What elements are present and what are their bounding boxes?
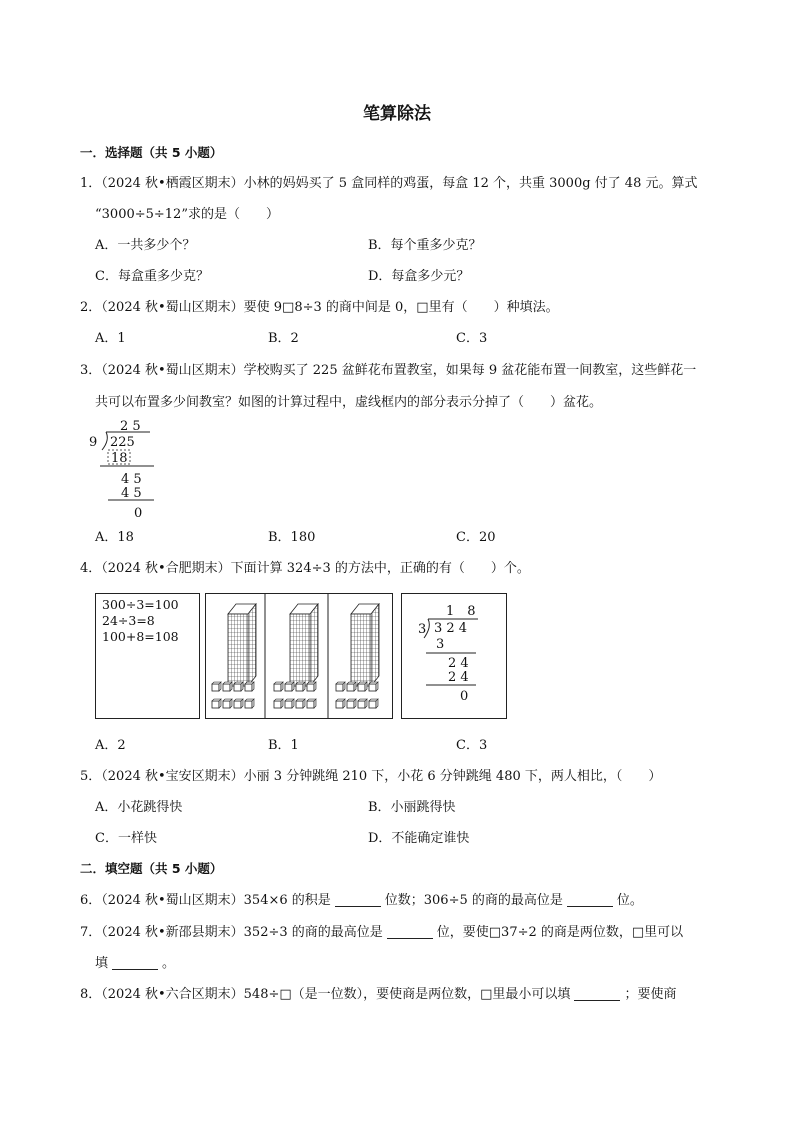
q4-remainder: 0 [460,689,469,704]
q8-answer-blank-1[interactable] [574,988,620,1001]
q3-option-b[interactable]: B．180 [268,530,316,545]
q6-text-2: 位数；306÷5 的商的最高位是 [384,893,563,908]
q2-option-c[interactable]: C．3 [456,331,488,346]
q4-method-1-line-2: 24÷3=8 [102,613,155,628]
q4-step-24: 2 4 [448,656,469,671]
base-ten-blocks-figure [206,594,392,718]
hundred-block-2 [290,604,318,686]
question-3-text: 3．（2024 秋•蜀山区期末）学校购买了 225 盆鲜花布置教室，如果每 9 盆花能布置一间教室，这些鲜花一 [80,363,697,378]
q7-text-3: 填 [95,956,109,971]
q3-long-division-figure [88,418,168,522]
question-1-text-cont: “3000÷5÷12”求的是（ ） [95,207,279,222]
q7-answer-blank-1[interactable] [387,926,433,939]
q4-option-c[interactable]: C．3 [456,738,488,753]
page-title: 笔算除法 [363,104,431,124]
q4-method-1-box [95,593,200,719]
q1-option-c[interactable]: C．每盒重多少克？ [95,269,209,284]
q4-divisor: 3 [418,622,427,637]
question-5-text: 5．（2024 秋•宝安区期末）小丽 3 分钟跳绳 210 下，小花 6 分钟跳绳 480 下，两人相比，（ ） [80,769,662,784]
q1-option-a[interactable]: A．一共多少个？ [95,238,196,253]
q4-option-a[interactable]: A．2 [95,738,126,753]
q3-step-subtract-18: 18 [111,451,128,466]
q4-method-1-line-3: 100+8=108 [102,629,179,644]
q3-option-c[interactable]: C．20 [456,530,496,545]
q2-option-a[interactable]: A．1 [95,331,126,346]
question-7-cont [95,957,175,970]
q3-option-a[interactable]: A．18 [95,530,134,545]
q4-method-1-line-1: 300÷3=100 [102,597,179,612]
q5-option-d[interactable]: D．不能确定谁快 [368,831,470,846]
q5-option-c[interactable]: C．一样快 [95,831,157,846]
q3-divisor: 9 [89,435,98,450]
q4-method-2-box [205,593,393,719]
q4-method-3-box [401,593,507,719]
q3-division-bracket [88,418,168,522]
q6-text-1: 6．（2024 秋•蜀山区期末）354×6 的积是 [80,893,331,908]
q1-option-b[interactable]: B．每个重多少克？ [368,238,482,253]
question-4-text: 4．（2024 秋•合肥期末）下面计算 324÷3 的方法中，正确的有（ ）个。 [80,561,530,576]
q7-text-2: 位，要使□37÷2 的商是两位数，□里可以 [436,925,684,940]
q7-answer-blank-2[interactable] [112,957,158,970]
q3-step-45-subtract: 4 5 [121,486,142,501]
question-7 [80,926,683,939]
q4-step-24-subtract: 2 4 [448,670,469,685]
q6-answer-blank-1[interactable] [335,894,381,907]
question-6 [80,894,643,907]
question-3-text-cont: 共可以布置多少间教室？如图的计算过程中，虚线框内的部分表示分掉了（ ）盆花。 [95,395,603,410]
q6-text-3: 位。 [616,893,643,908]
q1-option-d[interactable]: D．每盒多少元？ [368,269,470,284]
section-heading-choice: 一．选择题（共 5 小题） [80,145,223,160]
question-2-text: 2．（2024 秋•蜀山区期末）要使 9□8÷3 的商中间是 0，□里有（ ）种填法。 [80,300,559,315]
q3-remainder: 0 [134,506,143,521]
q2-option-b[interactable]: B．2 [268,331,299,346]
q5-option-b[interactable]: B．小丽跳得快 [368,800,456,815]
q4-dividend: 3 2 4 [434,621,468,636]
q4-step-3: 3 [436,637,445,652]
q6-answer-blank-2[interactable] [567,894,613,907]
q3-dividend: 225 [110,435,135,450]
hundred-block-1 [228,604,256,686]
q4-option-b[interactable]: B．1 [268,738,299,753]
q8-text-1: 8．（2024 秋•六合区期末）548÷□（是一位数），要使商是两位数，□里最小可以填 [80,987,571,1002]
q4-quotient: 1 8 [446,604,476,619]
q7-text-4: 。 [162,956,176,971]
q5-option-a[interactable]: A．小花跳得快 [95,800,183,815]
hundred-block-3 [351,604,379,686]
q3-quotient: 2 5 [120,419,141,434]
section-heading-fill-in: 二．填空题（共 5 小题） [80,861,223,876]
q7-text-1: 7．（2024 秋•新邵县期末）352÷3 的商的最高位是 [80,925,383,940]
q8-text-2: ；要使商 [624,987,677,1002]
question-8 [80,988,676,1001]
q3-step-45: 4 5 [121,472,142,487]
question-1-text: 1．（2024 秋•栖霞区期末）小林的妈妈买了 5 盒同样的鸡蛋，每盒 12 个，共重 3000g 付了 48 元。算式 [80,176,698,191]
